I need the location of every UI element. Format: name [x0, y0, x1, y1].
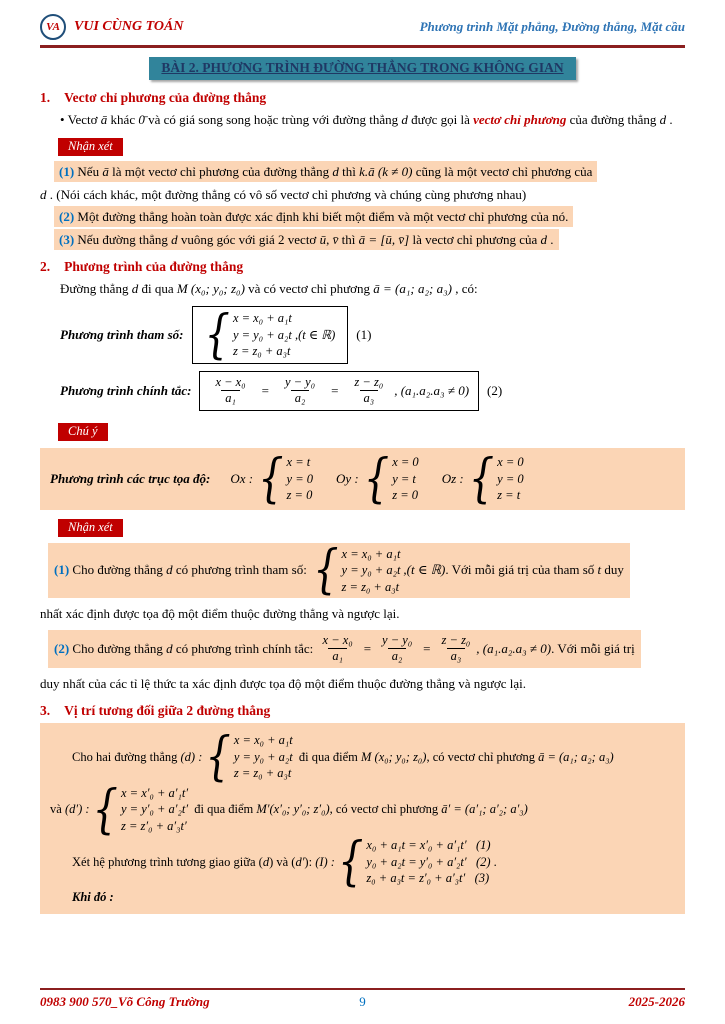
fraction-x-denominator: a₁ — [221, 390, 240, 407]
equation-line: z = 0 — [286, 488, 313, 503]
text-fragment: d — [659, 112, 667, 127]
text-fragment: Xét hệ phương trình tương giao giữa ( — [72, 854, 263, 869]
equation-line: z = z₀ + a₃t — [233, 766, 292, 781]
s2-intro-paragraph — [40, 279, 685, 299]
text-fragment: Nếu — [74, 164, 103, 180]
section-3-heading — [40, 703, 685, 719]
text-fragment: ,(t ∈ ℝ) — [403, 562, 446, 578]
intersection-post — [494, 855, 497, 870]
line-d-system — [205, 727, 293, 787]
line-d-prime-lines — [121, 785, 188, 835]
text-fragment: (2) — [59, 209, 75, 225]
equation-line: y = t — [392, 471, 416, 486]
text-fragment: thì — [338, 164, 360, 180]
text-fragment: M (x₀; y₀; z₀) — [361, 749, 427, 764]
axes-equations-block — [40, 448, 685, 510]
canonical-label: Phương trình chính tắc: — [60, 382, 192, 398]
text-fragment: M′(x′₀; y′₀; z′₀) — [256, 802, 330, 817]
text-fragment: , (a₁.a₂.a₃ ≠ 0) — [476, 640, 552, 656]
axis-ox-cases — [258, 448, 313, 509]
text-fragment: đi qua điểm — [191, 802, 257, 817]
text-fragment: Một đường thẳng hoàn toàn được xác định khi biết một điểm và một vectơ chỉ phương của nó. — [74, 209, 569, 225]
text-fragment: khác — [107, 112, 139, 127]
canonical-box — [199, 371, 479, 411]
text-fragment: d — [171, 231, 178, 247]
text-fragment: Cho đường thẳng — [69, 640, 167, 656]
axis-oz-name: Oz : — [441, 470, 464, 486]
equation-line: y = y′₀ + a′₂t′ — [121, 802, 189, 817]
equals-sign: = — [363, 640, 372, 656]
s2-remark-2-continued: duy nhất của các tỉ lệ thức ta xác định được tọa độ một điểm thuộc đường thẳng và ngược lại. — [40, 675, 526, 691]
text-fragment: d — [401, 112, 408, 127]
line-d-lines — [234, 732, 293, 782]
text-fragment: là một vectơ chỉ phương của đường thẳng — [108, 164, 333, 180]
equals-sign: = — [331, 382, 339, 398]
intersection-pre — [72, 855, 335, 870]
equation-line: z = z′₀ + a′₃t′ — [121, 818, 187, 833]
s1-intro-paragraph — [40, 110, 685, 130]
text-fragment: có phương trình chính tắc: — [172, 640, 317, 656]
equation-line: y = 0 — [497, 471, 524, 486]
text-fragment: đi qua điểm — [295, 749, 361, 764]
fraction-z-numerator: z − z₀ — [441, 632, 471, 647]
line-d-prime-post — [191, 802, 528, 817]
parametric-system — [204, 305, 336, 365]
text-fragment: v̄ — [332, 231, 339, 247]
s1-note-tab-wrap — [40, 133, 685, 159]
header-subject: Phương trình Mặt phẳng, Đường thẳng, Mặt cầu — [419, 19, 685, 34]
text-fragment: d — [131, 281, 139, 297]
line-d-pre — [72, 750, 202, 765]
text-fragment: Cho hai đường thẳng — [72, 749, 181, 764]
equation-line: y = y₀ + a₂t ,(t ∈ ℝ) — [232, 327, 336, 342]
left-brace-icon: { — [204, 305, 230, 365]
axis-ox-lines — [287, 454, 313, 504]
brand-title: VUI CÙNG TOÁN — [74, 19, 184, 34]
line-d-prime-definition — [50, 779, 675, 840]
text-fragment: . Với mỗi giá trị — [551, 640, 635, 656]
text-fragment: , — [326, 231, 333, 247]
section-3-title: Vị trí tương đối giữa 2 đường thẳng — [64, 703, 271, 719]
left-brace-icon: { — [337, 832, 364, 892]
axis-oz-system — [441, 448, 527, 509]
left-brace-icon: { — [92, 779, 118, 840]
text-fragment: ā = (a₁; a₂; a₃) — [373, 281, 452, 297]
text-fragment: (1) — [59, 164, 75, 180]
text-fragment: (1) — [54, 562, 70, 578]
s2-remark-2-line — [48, 630, 641, 668]
left-brace-icon: { — [205, 727, 231, 787]
equation-line: y = 0 — [286, 471, 313, 486]
s2-note-label: Nhận xét — [58, 519, 123, 537]
equation-line: z₀ + a₃t = z′₀ + a′₃t′ (3) — [366, 871, 490, 886]
canonical-equation-row — [60, 371, 685, 411]
fraction-x — [319, 633, 357, 665]
equation-line: x₀ + a₁t = x′₀ + a′₁t′ (1) — [366, 838, 491, 853]
text-fragment: d′ — [295, 854, 305, 869]
fraction-z-denominator: a₃ — [447, 648, 466, 665]
text-fragment: ā = (a₁; a₂; a₃) — [538, 749, 614, 764]
s1-note-label: Nhận xét — [58, 138, 123, 156]
equation-line: x = x₀ + a₁t — [232, 311, 292, 326]
text-fragment: cũng là một vectơ chỉ phương của — [412, 164, 593, 180]
left-brace-icon: { — [313, 540, 339, 601]
text-fragment: ā — [100, 112, 108, 127]
section-2-title: Phương trình của đường thẳng — [64, 259, 244, 275]
equation-line: y = y₀ + a₂t — [341, 563, 401, 578]
intersection-lines — [366, 837, 490, 887]
text-fragment: ū — [319, 231, 327, 247]
line-d-post — [296, 750, 614, 765]
intersection-system-row — [50, 832, 675, 892]
brand-logo-text: VA — [46, 21, 60, 33]
equation-line: x = 0 — [497, 455, 524, 470]
s2-remark-1 — [40, 540, 685, 602]
text-fragment: . — [547, 231, 554, 247]
footer-year: 2025-2026 — [628, 994, 685, 1009]
axis-ox-name: Ox : — [230, 470, 254, 486]
equation-line: x = t — [286, 455, 311, 470]
s2-remark-1-pre — [54, 562, 310, 578]
text-fragment: 0̄ — [138, 112, 145, 127]
parametric-equation-row — [60, 306, 685, 364]
text-fragment: (I) : — [315, 854, 335, 869]
equation-line: z = z₀ + a₃t — [232, 344, 291, 359]
fraction-z — [438, 633, 475, 665]
section-3-block — [40, 723, 685, 914]
text-fragment: d — [40, 186, 47, 202]
axis-oz-lines — [497, 454, 523, 504]
equation-2-number: (2) — [487, 382, 503, 398]
equals-sign: = — [423, 640, 431, 656]
intersection-system — [337, 832, 491, 892]
text-fragment: và có giá song song hoặc trùng với đường thẳng — [144, 112, 402, 127]
text-fragment: , có vectơ chỉ phương — [426, 749, 539, 764]
left-brace-icon: { — [363, 448, 390, 509]
text-fragment: t — [597, 562, 602, 578]
s2-remark-1-continued: nhất xác định được tọa độ một điểm thuộc đường thẳng và ngược lại. — [40, 606, 400, 622]
text-fragment: d — [332, 164, 339, 180]
s2-remark-1-system — [313, 540, 401, 601]
axis-oz-cases — [468, 448, 524, 509]
s2-note-tab-wrap — [40, 514, 685, 540]
s2-remark-2 — [40, 627, 685, 671]
text-fragment: d — [540, 231, 548, 247]
axis-ox-system — [230, 448, 316, 509]
text-fragment: đi qua — [138, 281, 177, 297]
text-fragment: . Với mỗi giá trị của tham số — [445, 562, 598, 578]
text-fragment: có phương trình tham số: — [172, 562, 311, 578]
s1-item-2 — [54, 207, 685, 227]
fraction-x-denominator: a₁ — [328, 648, 347, 665]
axis-oy-lines — [392, 454, 418, 504]
equation-line: z = 0 — [392, 488, 419, 503]
fraction-z — [350, 375, 387, 407]
fraction-x-numerator: x − x₀ — [322, 632, 353, 647]
text-fragment: ā — [102, 164, 109, 180]
text-fragment: thì — [338, 231, 359, 247]
equation-line: x = x′₀ + a′₁t′ — [121, 785, 189, 800]
text-fragment: và — [50, 802, 65, 817]
equation-line: x = x₀ + a₁t — [233, 733, 293, 748]
s2-remark-2-canonical — [317, 633, 477, 665]
section-1-heading — [40, 90, 685, 106]
text-fragment: và có vectơ chỉ phương — [244, 281, 374, 297]
text-fragment: được gọi là — [407, 112, 474, 127]
s2-remark-2-post — [476, 641, 634, 657]
section-1-number: 1. — [40, 90, 51, 105]
header-divider — [40, 45, 685, 48]
text-fragment: (d) : — [180, 749, 203, 764]
parametric-lines — [233, 310, 335, 360]
section-2-number: 2. — [40, 259, 51, 275]
fraction-y-numerator: y − y₀ — [382, 632, 413, 647]
fraction-x-numerator: x − x₀ — [215, 374, 246, 389]
text-fragment: (2) — [54, 640, 70, 656]
lesson-title-wrap — [40, 57, 685, 80]
text-fragment: Đường thẳng — [60, 281, 132, 297]
axes-label: Phương trình các trục tọa độ: — [50, 470, 211, 486]
text-fragment: là vectơ chỉ phương của — [409, 231, 541, 247]
brand-logo — [40, 14, 66, 40]
s1-item-1-continued — [40, 185, 685, 205]
page-number: 9 — [359, 994, 366, 1009]
s2-remark-1-post — [403, 562, 623, 578]
line-d-definition — [50, 727, 675, 787]
fraction-y-numerator: y − y₀ — [284, 374, 316, 389]
section-3-number: 3. — [40, 703, 51, 719]
s2-remark-1-line — [48, 540, 630, 601]
fraction-y-denominator: a₂ — [291, 390, 310, 407]
equation-line: z = t — [497, 488, 521, 503]
left-brace-icon: { — [468, 448, 495, 509]
s2-remark-2-pre — [54, 641, 317, 657]
parametric-box — [192, 306, 349, 364]
text-fragment: (3) — [59, 231, 75, 247]
page-footer — [40, 988, 685, 1010]
text-fragment: ā = [ū, v̄] — [358, 231, 410, 247]
equation-1-number: (1) — [356, 327, 372, 343]
s2-attention-label: Chú ý — [58, 423, 108, 441]
fraction-y-denominator: a₂ — [388, 648, 407, 665]
s2-remark-1-lines — [342, 546, 401, 596]
page-header — [40, 14, 685, 40]
equation-line: z = z₀ + a₃t — [341, 579, 400, 594]
text-fragment: vectơ chỉ phương — [473, 112, 567, 127]
text-fragment: vuông góc với giá 2 vectơ — [177, 231, 320, 247]
then-label: Khi đó : — [72, 889, 114, 904]
text-fragment: ā′ = (a′₁; a′₂; a′₃) — [441, 802, 528, 817]
equation-line: y = y₀ + a₂t — [233, 749, 293, 764]
s1-item-1 — [54, 162, 685, 182]
text-fragment: . — [666, 112, 673, 127]
text-fragment: . (Nói cách khác, một đường thẳng có vô số vectơ chỉ phương và chúng cùng phương nhau) — [46, 186, 527, 202]
fraction-y — [281, 375, 319, 407]
equation-line: x = x₀ + a₁t — [341, 546, 401, 561]
s2-attention-tab-wrap — [40, 418, 685, 444]
text-fragment: Cho đường thẳng — [69, 562, 167, 578]
axis-oy-cases — [363, 448, 419, 509]
parametric-label: Phương trình tham số: — [60, 327, 184, 343]
fraction-x — [211, 375, 249, 407]
line-d-prime-pre — [50, 802, 90, 817]
equation-line: y₀ + a₂t = y′₀ + a′₂t′ (2) — [366, 854, 491, 869]
text-fragment: k.ā (k ≠ 0) — [359, 164, 413, 180]
s1-item-3 — [54, 230, 685, 250]
equals-sign: = — [261, 382, 269, 398]
text-fragment: d — [262, 854, 270, 869]
line-d-prime-system — [92, 779, 189, 840]
section-1-title: Vectơ chỉ phương của đường thẳng — [64, 90, 267, 105]
text-fragment: ) và ( — [269, 854, 296, 869]
equation-line: x = 0 — [392, 455, 419, 470]
text-fragment: M (x₀; y₀; z₀) — [176, 281, 245, 297]
text-fragment: (d′) : — [64, 802, 90, 817]
left-brace-icon: { — [258, 448, 284, 509]
lesson-title: BÀI 2. PHƯƠNG TRÌNH ĐƯỜNG THẲNG TRONG KHÔNG GIAN — [149, 57, 575, 80]
text-fragment: của đường thẳng — [566, 112, 660, 127]
text-fragment: d — [166, 562, 173, 578]
text-fragment: Nếu đường thẳng — [74, 231, 172, 247]
axis-oy-name: Oy : — [336, 470, 359, 486]
fraction-z-denominator: a₃ — [360, 390, 379, 407]
footer-contact: 0983 900 570_Võ Công Trường — [40, 994, 210, 1009]
fraction-y — [378, 633, 416, 665]
canonical-condition: , (a₁.a₂.a₃ ≠ 0) — [394, 382, 470, 398]
text-fragment: , có: — [451, 281, 478, 297]
axis-oy-system — [336, 448, 422, 509]
text-fragment: d — [166, 640, 173, 656]
text-fragment: duy — [601, 562, 624, 578]
text-fragment: ): — [304, 854, 316, 869]
text-fragment: . — [493, 854, 497, 869]
text-fragment: • Vectơ — [60, 112, 101, 127]
section-2-heading — [40, 259, 685, 275]
text-fragment: , có vectơ chỉ phương — [329, 802, 442, 817]
fraction-z-numerator: z − z₀ — [354, 374, 384, 389]
